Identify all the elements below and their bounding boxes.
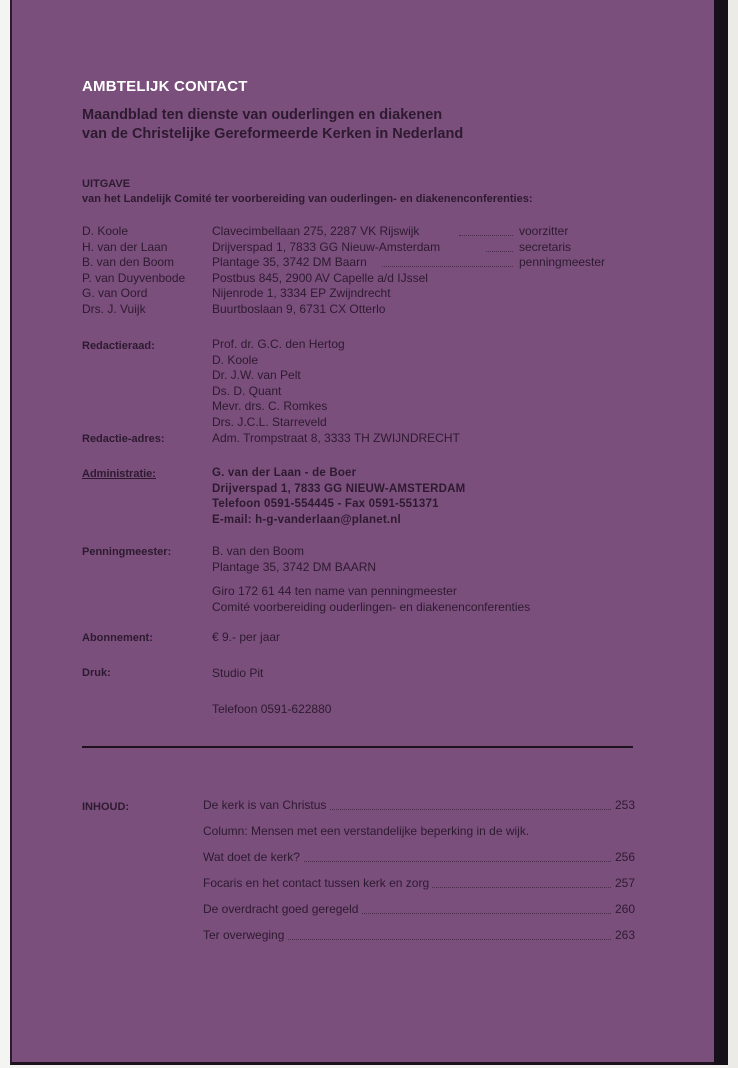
redactie-adres-value: Adm. Trompstraat 8, 3333 TH ZWIJNDRECHT bbox=[212, 431, 460, 445]
magazine-subtitle bbox=[82, 106, 463, 144]
admin-name: G. van der Laan - de Boer bbox=[212, 467, 357, 479]
inhoud-label: INHOUD: bbox=[82, 801, 130, 813]
toc-title: Focaris en het contact tussen kerk en zorg bbox=[203, 876, 432, 890]
member-name: P. van Duyvenbode bbox=[82, 270, 186, 285]
toc-entry[interactable] bbox=[203, 850, 635, 876]
toc-entry[interactable] bbox=[203, 876, 635, 902]
redactie-adres-label: Redactie-adres: bbox=[82, 433, 165, 445]
member-name: D. Koole bbox=[82, 224, 129, 238]
member-role: secretaris bbox=[519, 239, 572, 254]
editor-name: D. Koole bbox=[212, 352, 259, 367]
section-divider bbox=[82, 746, 633, 748]
druk-value: Studio Pit bbox=[212, 666, 264, 680]
committee-row bbox=[82, 302, 642, 318]
redactieraad-members bbox=[212, 337, 345, 430]
abonnement-label: Abonnement: bbox=[82, 632, 153, 644]
uitgave-heading: UITGAVE bbox=[82, 178, 131, 190]
member-address: Drijverspad 1, 7833 GG Nieuw-Amsterdam bbox=[212, 239, 441, 254]
uitgave-description: van het Landelijk Comité ter voorbereiding van ouderlingen- en diakenenconferenties: bbox=[82, 193, 533, 205]
committee-row bbox=[82, 286, 642, 302]
binding-spine bbox=[714, 0, 728, 1065]
member-name: Drs. J. Vuijk bbox=[82, 301, 146, 316]
member-address: Clavecimbellaan 275, 2287 VK Rijswijk bbox=[212, 224, 420, 238]
editor-name: Drs. J.C.L. Starreveld bbox=[212, 414, 327, 429]
editor-name: Ds. D. Quant bbox=[212, 383, 282, 398]
editor-name: Mevr. drs. C. Romkes bbox=[212, 399, 328, 413]
administratie-details bbox=[212, 466, 465, 528]
penningmeester-details bbox=[212, 544, 376, 575]
toc-page: 260 bbox=[612, 902, 635, 916]
giro-number: Giro 172 61 44 ten name van penningmeester bbox=[212, 584, 457, 598]
member-address: Nijenrode 1, 3334 EP Zwijndrecht bbox=[212, 286, 391, 300]
member-address: Buurtboslaan 9, 6731 CX Otterlo bbox=[212, 301, 386, 316]
redactieraad-label: Redactieraad: bbox=[82, 340, 155, 352]
toc-title: De kerk is van Christus bbox=[203, 798, 329, 812]
committee-row bbox=[82, 224, 642, 240]
member-name: B. van den Boom bbox=[82, 255, 175, 269]
subtitle-line-2: van de Christelijke Gereformeerde Kerken in Nederland bbox=[82, 126, 464, 142]
member-role: voorzitter bbox=[519, 224, 569, 238]
leader-dots bbox=[459, 235, 513, 236]
toc-entry[interactable] bbox=[203, 928, 635, 954]
toc-page: 263 bbox=[612, 928, 635, 942]
treasurer-address: Plantage 35, 3742 DM BAARN bbox=[212, 559, 377, 574]
toc-page: 253 bbox=[612, 798, 635, 812]
admin-phone: Telefoon 0591-554445 - Fax 0591-551371 bbox=[212, 498, 439, 510]
leader-dots bbox=[382, 266, 513, 267]
toc-entry[interactable] bbox=[203, 902, 635, 928]
toc-entry[interactable] bbox=[203, 798, 635, 824]
committee-row bbox=[82, 255, 642, 271]
committee-row bbox=[82, 240, 642, 256]
page-edge bbox=[728, 0, 738, 1068]
member-name: G. van Oord bbox=[82, 286, 148, 300]
treasurer-name: B. van den Boom bbox=[212, 544, 305, 558]
toc-page: 257 bbox=[612, 876, 635, 890]
admin-address: Drijverspad 1, 7833 GG NIEUW-AMSTERDAM bbox=[212, 482, 466, 495]
toc-entry[interactable] bbox=[203, 824, 635, 850]
toc-title: Wat doet de kerk? bbox=[203, 850, 303, 864]
penningmeester-label: Penningmeester: bbox=[82, 546, 172, 558]
editor-name: Dr. J.W. van Pelt bbox=[212, 368, 301, 382]
administratie-label: Administratie: bbox=[82, 468, 156, 480]
member-address: Postbus 845, 2900 AV Capelle a/d IJssel bbox=[212, 270, 428, 285]
subtitle-line-1: Maandblad ten dienste van ouderlingen en diakenen bbox=[82, 107, 443, 123]
leader-dots bbox=[486, 251, 513, 252]
abonnement-value: € 9.- per jaar bbox=[212, 630, 281, 644]
committee-row bbox=[82, 271, 642, 287]
committee-list bbox=[82, 224, 642, 317]
toc-title: De overdracht goed geregeld bbox=[203, 902, 361, 916]
druk-phone: Telefoon 0591-622880 bbox=[212, 702, 332, 716]
member-name: H. van der Laan bbox=[82, 239, 168, 254]
editor-name: Prof. dr. G.C. den Hertog bbox=[212, 337, 345, 351]
table-of-contents bbox=[203, 798, 635, 954]
giro-holder: Comité voorbereiding ouderlingen- en diakenenconferenties bbox=[212, 599, 531, 614]
admin-email: E-mail: h-g-vanderlaan@planet.nl bbox=[212, 513, 401, 526]
member-address: Plantage 35, 3742 DM Baarn bbox=[212, 255, 367, 269]
toc-title: Ter overweging bbox=[203, 928, 287, 942]
giro-details bbox=[212, 584, 530, 615]
magazine-title: AMBTELIJK CONTACT bbox=[82, 78, 248, 95]
member-role: penningmeester bbox=[519, 255, 606, 269]
toc-title: Column: Mensen met een verstandelijke beperking in de wijk. bbox=[203, 824, 532, 838]
toc-page: 256 bbox=[612, 850, 635, 864]
druk-label: Druk: bbox=[82, 667, 111, 679]
